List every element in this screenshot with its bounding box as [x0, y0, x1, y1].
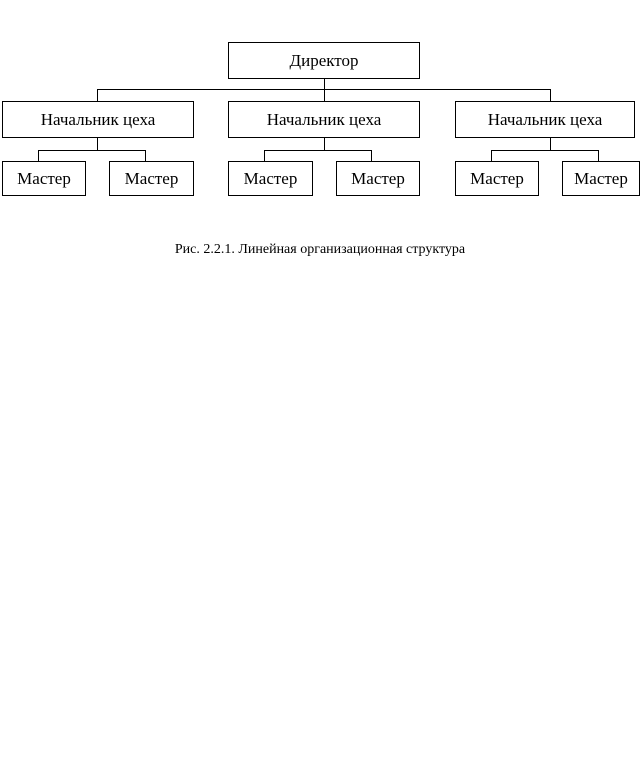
director-box: Директор	[228, 42, 420, 79]
figure-caption: Рис. 2.2.1. Линейная организационная структура	[174, 242, 466, 257]
connector-head-3-down	[550, 137, 551, 150]
master-box-2b: Мастер	[336, 161, 420, 196]
master-box-2a: Мастер	[228, 161, 313, 196]
connector-head-2-down	[324, 137, 325, 150]
master-box-1b: Мастер	[109, 161, 194, 196]
master-box-3a: Мастер	[455, 161, 539, 196]
master-box-3b: Мастер	[562, 161, 640, 196]
head-box-2: Начальник цеха	[228, 101, 420, 138]
connector-head-1-down	[97, 137, 98, 150]
head-box-1: Начальник цеха	[2, 101, 194, 138]
head-box-3: Начальник цеха	[455, 101, 635, 138]
master-box-1a: Мастер	[2, 161, 86, 196]
connector-masters-3-bus	[491, 150, 599, 151]
connector-masters-1-bus	[38, 150, 146, 151]
connector-masters-2-bus	[264, 150, 372, 151]
